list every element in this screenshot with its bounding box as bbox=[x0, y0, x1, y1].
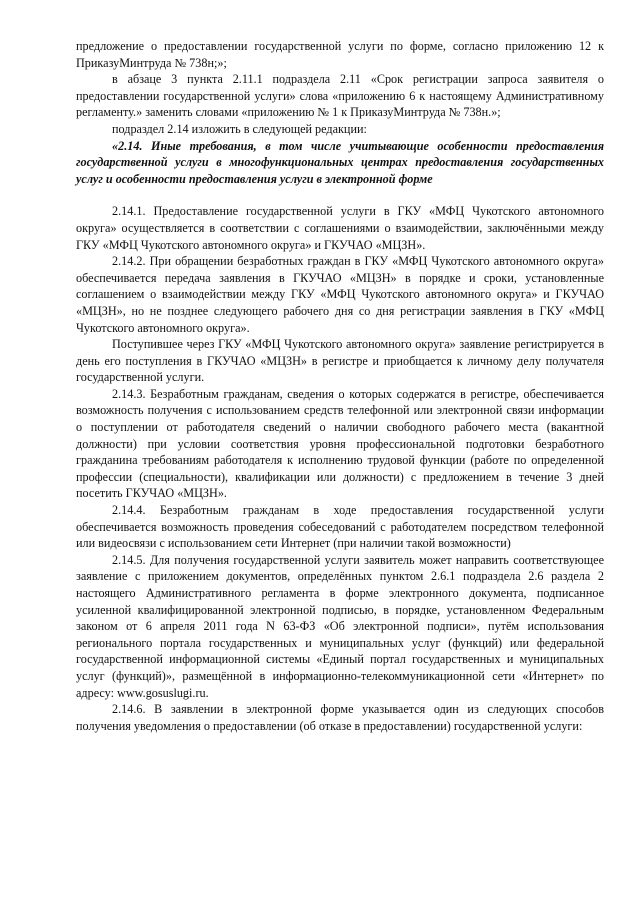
paragraph-continuation: предложение о предоставлении государственной услуги по форме, согласно приложению 12 к ПриказуМинтруда № 738н;»; bbox=[76, 39, 604, 70]
paragraph-2-14-3: 2.14.3. Безработным гражданам, сведения о которых содержатся в регистре, обеспечивается возможность получения с использованием средств телефонной или электронной связи информации о поступлении от работодателя сведений о наличии свободного рабочего места (вакантной должности) при условии соответствия уровня профессиональной подготовки безработного гражданина требованиям работодателя к исполнению трудовой функции (работе по определенной профессии (специальности), квалификации или должности) с предложением в течение 3 дней посетить ГКУЧАО «МЦЗН». bbox=[76, 386, 604, 501]
paragraph-2-14-4: 2.14.4. Безработным гражданам в ходе предоставления государственной услуги обеспечивается возможность проведения собеседований с работодателем посредством телефонной или видеосвязи с использованием сети Интернет (при наличии такой возможности) bbox=[76, 503, 604, 551]
paragraph-amendment-2-11-1: в абзаце 3 пункта 2.11.1 подраздела 2.11 «Срок регистрации запроса заявителя о предоставлении государственной услуги» слова «приложению 6 к настоящему Административному регламенту.» заменить словами «приложению № 1 к ПриказуМинтруда № 738н.»; bbox=[76, 72, 604, 120]
paragraph-2-14-1: 2.14.1. Предоставление государственной услуги в ГКУ «МФЦ Чукотского автономного округа» осуществляется в соответствии с соглашениями о взаимодействии, заключёнными между ГКУ «МФЦ Чукотского автономного округа» и ГКУЧАО «МЦЗН». bbox=[76, 204, 604, 252]
section-heading-2-14: «2.14. Иные требования, в том числе учитывающие особенности предоставления государственной услуги в многофункциональных центрах предоставления государственных услуг и особенности предоставления услуги в электронной форме bbox=[76, 138, 604, 186]
paragraph-2-14-6: 2.14.6. В заявлении в электронной форме указывается один из следующих способов получения уведомления о предоставлении (об отказе в предоставлении) государственной услуги: bbox=[76, 702, 604, 733]
paragraph-2-14-5: 2.14.5. Для получения государственной услуги заявитель может направить соответствующее заявление с приложением документов, определённых пунктом 2.6.1 подраздела 2.6 раздела 2 настоящего Административного регламента в форме электронного документа, подписанное усиленной квалифицированной электронной подписью, в порядке, установленном Федеральным законом от 6 апреля 2011 года N 63-ФЗ «Об электронной подписи», путём использования регионального портала государственных и муниципальных услуг (функций) или федеральной государственной информационной системы «Единый портал государственных и муниципальных услуг (функций)», размещённой в информационно-телекоммуникационной сети «Интернет» по адресу: www.gosuslugi.ru. bbox=[76, 552, 604, 700]
paragraph-amendment-2-14-intro: подраздел 2.14 изложить в следующей редакции: bbox=[112, 121, 367, 136]
paragraph-2-14-2: 2.14.2. При обращении безработных граждан в ГКУ «МФЦ Чукотского автономного округа» обеспечивается передача заявления в ГКУЧАО «МЦЗН» в порядке и сроки, установленные соглашением о взаимодействии между ГКУ «МФЦ Чукотского автономного округа» и ГКУЧАО «МЦЗН», но не позднее следующего рабочего дня со дня регистрации заявления в ГКУ «МФЦ Чукотского автономного округа». bbox=[76, 254, 604, 335]
paragraph-2-14-2-registration: Поступившее через ГКУ «МФЦ Чукотского автономного округа» заявление регистрируется в день его поступления в ГКУЧАО «МЦЗН» в регистре и приобщается к личному делу получателя государственной услуги. bbox=[76, 337, 604, 385]
